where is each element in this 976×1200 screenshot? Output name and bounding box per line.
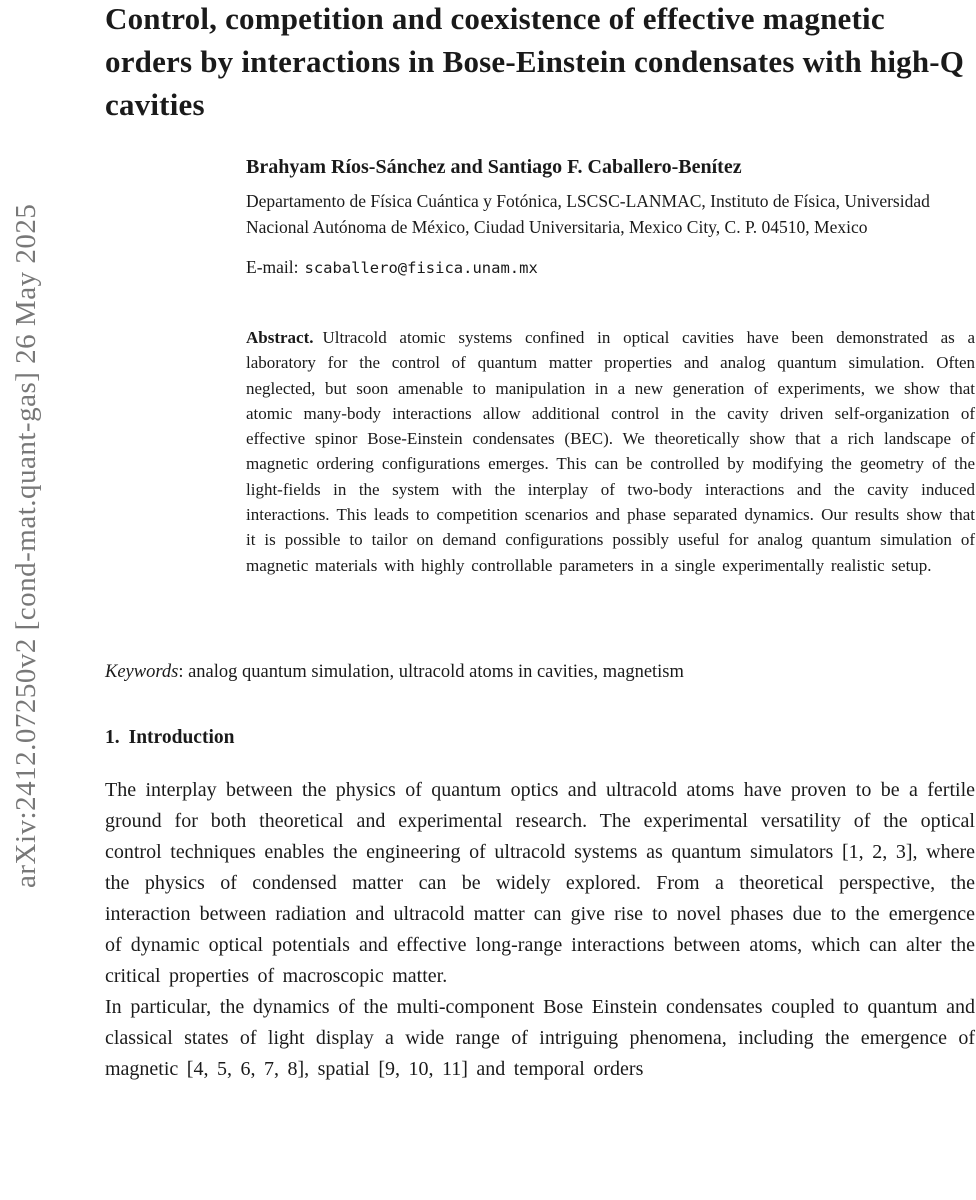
abstract-text: Ultracold atomic systems confined in optical cavities have been demonstrated as a laboratory for the control of quantum matter properties and analog quantum simulation. Often neglected, but soon amenable to manipulation in a new generation of experiments, we show that atomic many-body interactions allow additional control in the cavity driven self-organization of effective spinor Bose-Einstein condensates (BEC). We theoretically show that a rich landscape of magnetic ordering configurations emerges. This can be controlled by modifying the geometry of the light-fields in the system with the interplay of two-body interactions and the cavity induced interactions. This leads to competition scenarios and phase separated dynamics. Our results show that it is possible to tailor on demand configurations possibly useful for analog quantum simulation of magnetic materials with highly controllable parameters in a single experimentally realistic setup. [246, 328, 975, 575]
affiliation: Departamento de Física Cuántica y Fotónica, LSCSC-LANMAC, Instituto de Física, Universidad Nacional Autónoma de México, Ciudad Universitaria, Mexico City, C. P. 04510, Mexico [246, 191, 930, 237]
section-title: Introduction [128, 726, 235, 748]
email-address: scaballero@fisica.unam.mx [304, 259, 538, 277]
intro-paragraph-2: In particular, the dynamics of the multi-component Bose Einstein condensates coupled to quantum and classical states of light display a wide range of intriguing phenomena, including the emergence of magnetic [4, 5, 6, 7, 8], spatial [9, 10, 11] and temporal orders [105, 995, 975, 1080]
paper-title: Control, competition and coexistence of effective magnetic orders by interactions in Bose-Einstein condensates with high-Q cavities [105, 1, 965, 122]
abstract [246, 325, 975, 578]
intro-paragraph-1: The interplay between the physics of quantum optics and ultracold atoms have proven to be a fertile ground for both theoretical and experimental research. The experimental versatility of the optical control techniques enables the engineering of ultracold systems as quantum simulators [1, 2, 3], where the physics of condensed matter can be widely explored. From a theoretical perspective, the interaction between radiation and ultracold matter can give rise to novel phases due to the emergence of dynamic optical potentials and effective long-range interactions between atoms, which can alter the critical properties of macroscopic matter. [105, 778, 975, 987]
keywords-line [105, 662, 975, 683]
authors: Brahyam Ríos-Sánchez and Santiago F. Caballero-Benítez [246, 156, 742, 178]
author-block [246, 156, 975, 578]
abstract-label: Abstract. [246, 328, 314, 347]
arxiv-watermark: arXiv:2412.07250v2 [cond-mat.quant-gas] 26 May 2025 [10, 203, 42, 888]
section-number: 1. [105, 726, 120, 748]
keywords-label: Keywords [105, 661, 179, 682]
keywords-list: : analog quantum simulation, ultracold atoms in cavities, magnetism [178, 661, 684, 682]
paper-content [105, 0, 975, 1085]
email-line [246, 257, 975, 278]
section-heading-introduction [105, 727, 975, 749]
email-label: E-mail: [246, 257, 299, 277]
